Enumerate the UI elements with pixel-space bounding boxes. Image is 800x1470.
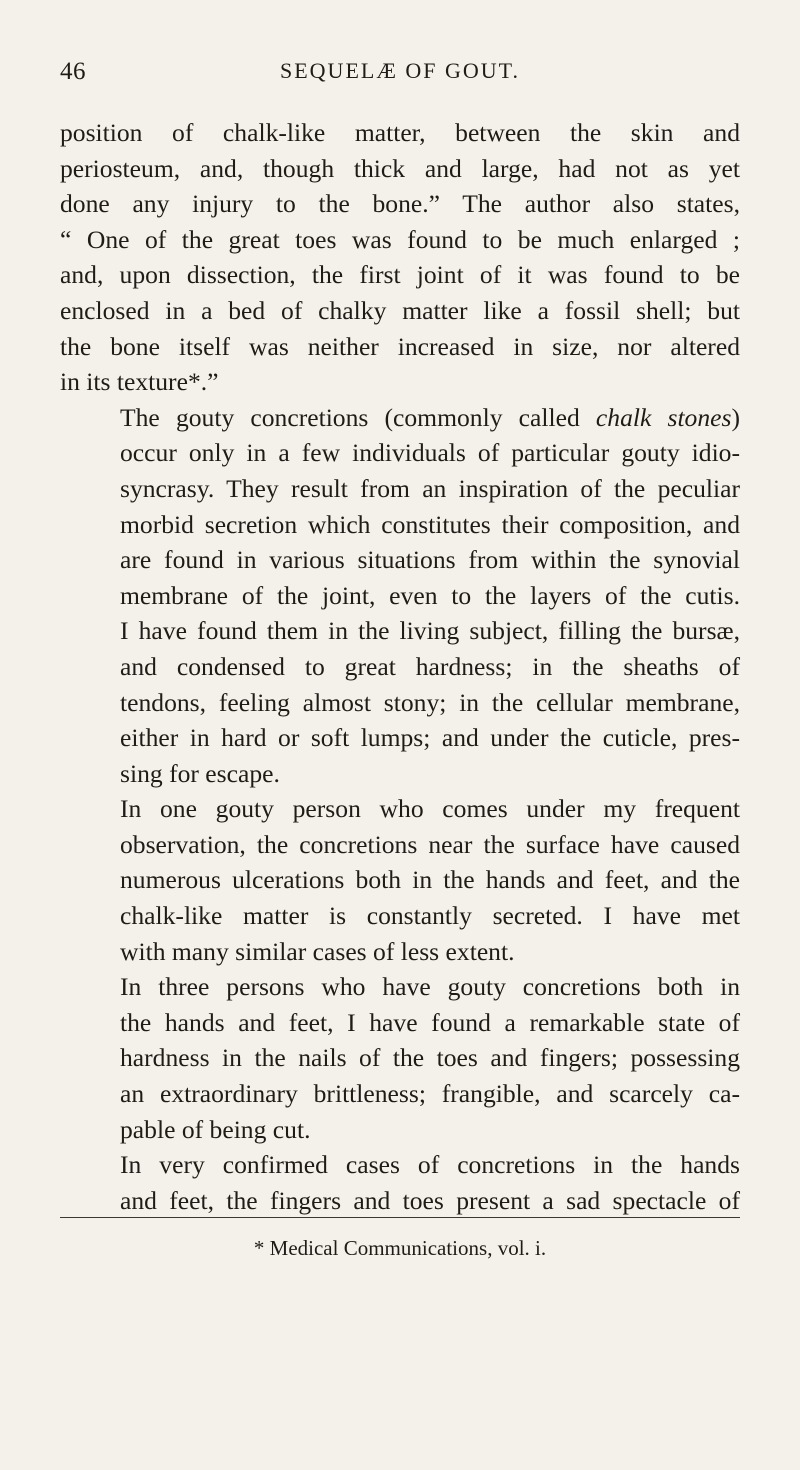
paragraph-4 bbox=[60, 969, 740, 1147]
text-line: pable of being cut. bbox=[120, 1114, 311, 1144]
footnote-divider bbox=[60, 1217, 740, 1218]
text-line: syncrasy. They result from an inspiration of the peculiar bbox=[120, 473, 740, 503]
text-line: are found in various situations from within the synovial bbox=[120, 545, 740, 575]
text-line: I have found them in the living subject, filling the bursæ, bbox=[120, 616, 740, 646]
text-line: In three persons who have gouty concretions both in bbox=[120, 972, 740, 1002]
text-line: sing for escape. bbox=[120, 758, 280, 788]
text-line: with many similar cases of less extent. bbox=[120, 936, 515, 966]
running-title: SEQUELÆ OF GOUT. bbox=[280, 58, 520, 83]
footnote: * Medical Communications, vol. i. bbox=[253, 1236, 547, 1260]
italic-term: chalk stones bbox=[595, 402, 732, 432]
page-number: 46 bbox=[60, 58, 86, 85]
text-line: position of chalk-like matter, between the skin and bbox=[60, 118, 740, 147]
paragraph-5 bbox=[60, 1147, 740, 1218]
text-line: an extraordinary brittleness; frangible, and scarcely ca- bbox=[120, 1079, 740, 1109]
text-line: and condensed to great hardness; in the sheaths of bbox=[120, 651, 740, 681]
page-header bbox=[60, 58, 740, 94]
text-line: done any injury to the bone.” The author also states, bbox=[60, 189, 740, 219]
text-line: either in hard or soft lumps; and under the cuticle, pres- bbox=[120, 723, 740, 753]
text-line: In one gouty person who comes under my frequent bbox=[120, 794, 740, 824]
text-line: occur only in a few individuals of particular gouty idio- bbox=[120, 438, 740, 468]
paragraph-3 bbox=[60, 791, 740, 969]
text-line: numerous ulcerations both in the hands and feet, and the bbox=[120, 865, 740, 895]
text-line: hardness in the nails of the toes and fingers; possessing bbox=[120, 1043, 740, 1073]
text-line: and, upon dissection, the first joint of it was found to be bbox=[60, 260, 740, 290]
paragraph-2 bbox=[60, 400, 740, 792]
text-line: “ One of the great toes was found to be much enlarged ; bbox=[60, 224, 740, 254]
text-line: chalk-like matter is constantly secreted. I have met bbox=[120, 901, 740, 931]
text-line: membrane of the joint, even to the layers of the cutis. bbox=[120, 580, 740, 610]
text-line: and feet, the fingers and toes present a sad spectacle of bbox=[120, 1185, 740, 1215]
text-line: tendons, feeling almost stony; in the cellular membrane, bbox=[120, 687, 740, 717]
text-line: enclosed in a bed of chalky matter like a fossil shell; but bbox=[60, 295, 740, 325]
text-line: morbid secretion which constitutes their composition, and bbox=[120, 509, 740, 539]
text-line: the bone itself was neither increased in size, nor altered bbox=[60, 331, 740, 361]
paragraph-1 bbox=[60, 115, 740, 400]
text-line: in its texture*.” bbox=[60, 367, 219, 397]
text-line: periosteum, and, though thick and large, had not as yet bbox=[60, 153, 740, 183]
main-text bbox=[60, 115, 740, 1218]
text-fragment: The gouty concretions (commonly called bbox=[120, 402, 580, 432]
text-line: In very confirmed cases of concretions in the hands bbox=[120, 1150, 740, 1180]
text-line: the hands and feet, I have found a remarkable state of bbox=[120, 1007, 740, 1037]
text-fragment: ) bbox=[731, 402, 740, 432]
text-line: observation, the concretions near the surface have caused bbox=[120, 829, 740, 859]
text-line bbox=[60, 400, 740, 436]
